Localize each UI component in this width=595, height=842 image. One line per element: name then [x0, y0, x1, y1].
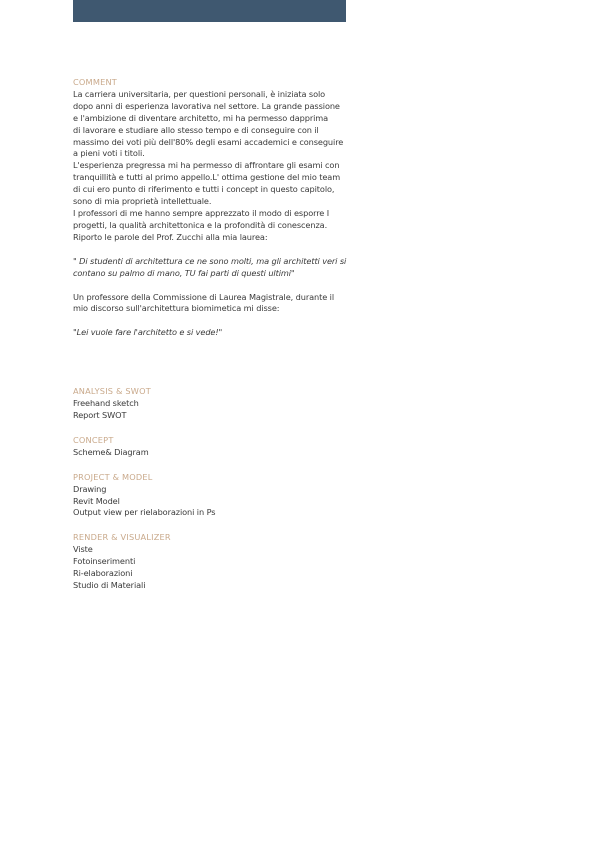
- page-content: [73, 77, 348, 592]
- quote-line: " Di studenti di architettura ce ne sono molti, ma gli architetti veri si: [73, 255, 347, 266]
- project-model-title: PROJECT & MODEL: [73, 471, 153, 482]
- comment-line: di cui ero punto di riferimento e tutti i concept in questo capitolo,: [73, 184, 335, 195]
- list-item: Drawing: [73, 483, 107, 494]
- list-item: Revit Model: [73, 495, 120, 506]
- comment-paragraph: [73, 89, 348, 244]
- comment-line: massimo dei voti più dell'80% degli esami accademici e conseguire: [73, 136, 344, 147]
- comment-line: I professori di me hanno sempre apprezzato il modo di esporre I: [73, 207, 330, 218]
- comment-title: COMMENT: [73, 77, 117, 87]
- list-item: Scheme& Diagram: [73, 446, 149, 457]
- list-item: Freehand sketch: [73, 398, 139, 409]
- comment-line: progetti, la qualità architettonica e la profondità di conescenza.: [73, 219, 328, 230]
- list-item: Output view per rielaborazioni in Ps: [73, 507, 216, 518]
- list-item: Studio di Materiali: [73, 580, 146, 590]
- comment-line: tranquillità e tutti al primo appello.L' ottima gestione del mio team: [73, 172, 341, 183]
- comment-line: Riporto le parole del Prof. Zucchi alla mia laurea:: [73, 231, 268, 242]
- render-visualizer-list: [73, 544, 348, 592]
- quote-line: contano su palmo di mano, TU fai parti di questi ultimi": [73, 267, 295, 278]
- list-item: Viste: [73, 544, 93, 555]
- project-model-list: [73, 484, 348, 520]
- commission-line: Un professore della Commissione di Laurea Magistrale, durante il: [73, 291, 335, 302]
- commission-paragraph: [73, 292, 348, 316]
- comment-line: e l'ambizione di diventare architetto, mi ha permesso dapprima: [73, 112, 329, 123]
- concept-title: CONCEPT: [73, 434, 114, 445]
- analysis-swot-title: ANALYSIS & SWOT: [73, 386, 151, 397]
- professor-quote: [73, 256, 348, 280]
- header-bar: [73, 0, 346, 22]
- comment-line: L'esperienza pregressa mi ha permesso di affrontare gli esami con: [73, 160, 340, 171]
- render-visualizer-title: RENDER & VISUALIZER: [73, 532, 171, 543]
- list-item: Fotoinserimenti: [73, 556, 136, 567]
- list-item: Ri-elaborazioni: [73, 568, 133, 579]
- commission-line: mio discorso sull'architettura biomimetica mi disse:: [73, 303, 280, 314]
- list-item: Report SWOT: [73, 410, 127, 421]
- comment-line: sono di mia proprietà intellettuale.: [73, 196, 212, 207]
- comment-line: a pieni voti i titoli.: [73, 148, 145, 159]
- analysis-swot-list: [73, 398, 348, 422]
- concept-list: [73, 447, 348, 459]
- comment-line: La carriera universitaria, per questioni personali, è iniziata solo: [73, 88, 326, 99]
- comment-line: dopo anni di esperienza lavorativa nel settore. La grande passione: [73, 100, 340, 111]
- comment-line: di lavorare e studiare allo stesso tempo e di conseguire con il: [73, 124, 319, 135]
- commission-quote: "Lei vuole fare l'architetto e si vede!": [73, 327, 223, 338]
